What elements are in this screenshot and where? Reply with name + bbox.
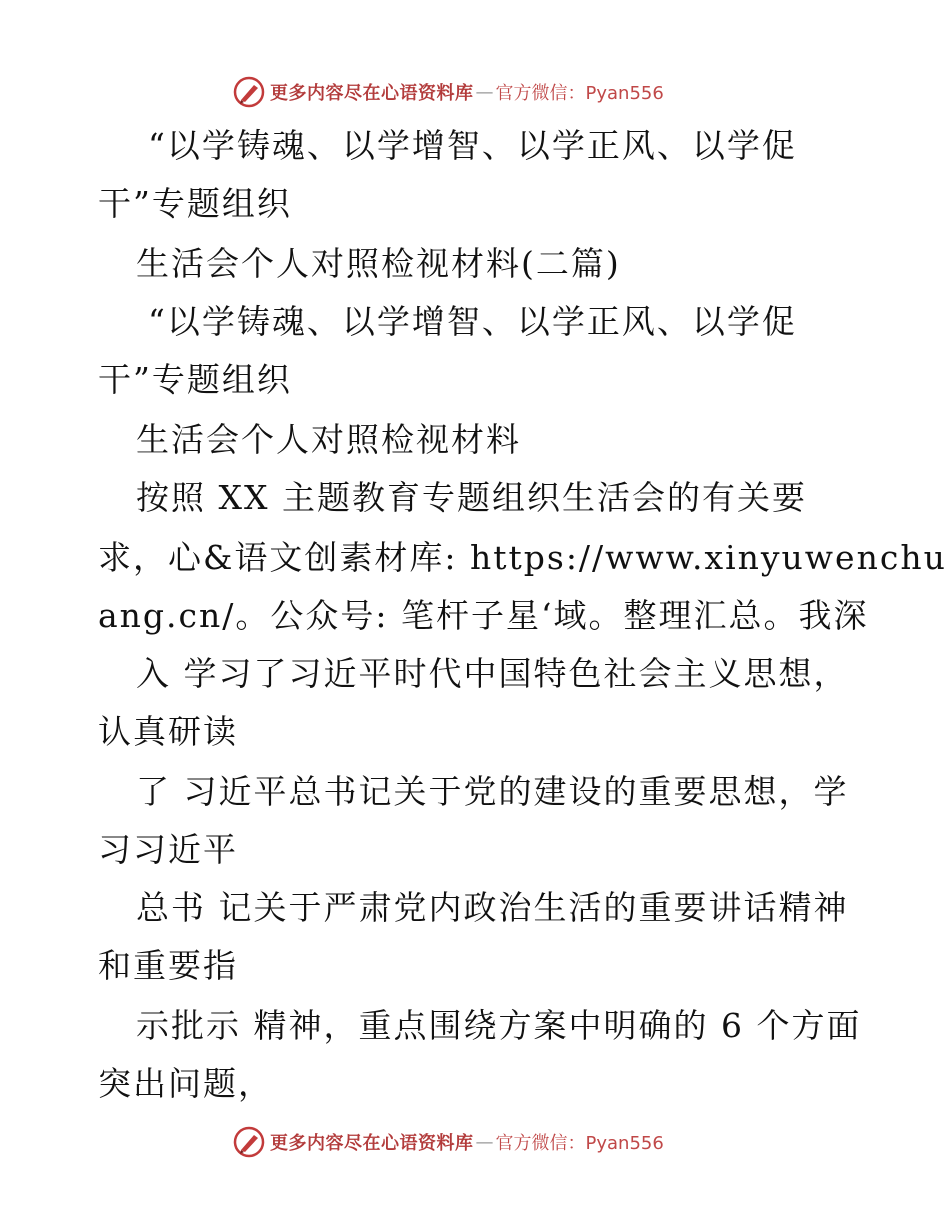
banner-text: 更多内容尽在心语资料库 <box>270 1133 474 1154</box>
doc-line: “以学铸魂、以学增智、以学正风、以学促 <box>148 126 797 165</box>
banner-contact: 官方微信：Pyan556 <box>495 1133 664 1154</box>
doc-line: 生活会个人对照检视材料 <box>136 420 521 459</box>
banner-separator: — <box>475 1131 494 1153</box>
banner-contact: 官方微信：Pyan556 <box>495 83 664 104</box>
doc-line: 按照 XX 主题教育专题组织生活会的有关要 <box>136 478 807 517</box>
doc-line: 入 学习了习近平时代中国特色社会主义思想， <box>136 654 849 693</box>
doc-line: ang.cn/。公众号: 笔杆子星‘域。整理汇总。我深 <box>98 596 869 635</box>
pen-logo-icon <box>232 75 266 109</box>
header-banner <box>232 72 664 112</box>
doc-line: 示批示 精神，重点围绕方案中明确的 6 个方面 <box>136 1006 862 1045</box>
doc-line: 求，心&语文创素材库: https://www.xinyuwenchu <box>98 538 947 577</box>
banner-text: 更多内容尽在心语资料库 <box>270 83 474 104</box>
footer-banner <box>232 1122 664 1162</box>
doc-line: 干”专题组织 <box>98 184 292 223</box>
doc-line: 总书 记关于严肃党内政治生活的重要讲话精神 <box>136 888 849 927</box>
doc-line: 干”专题组织 <box>98 360 292 399</box>
doc-line: 生活会个人对照检视材料(二篇) <box>136 244 621 283</box>
doc-line: 认真研读 <box>98 712 238 751</box>
doc-line: 习习近平 <box>98 830 238 869</box>
doc-line: 和重要指 <box>98 946 238 985</box>
banner-separator: — <box>475 81 494 103</box>
doc-line: 突出问题， <box>98 1064 273 1103</box>
doc-line: “以学铸魂、以学增智、以学正风、以学促 <box>148 302 797 341</box>
pen-logo-icon <box>232 1125 266 1159</box>
doc-line: 了 习近平总书记关于党的建设的重要思想，学 <box>136 772 849 811</box>
